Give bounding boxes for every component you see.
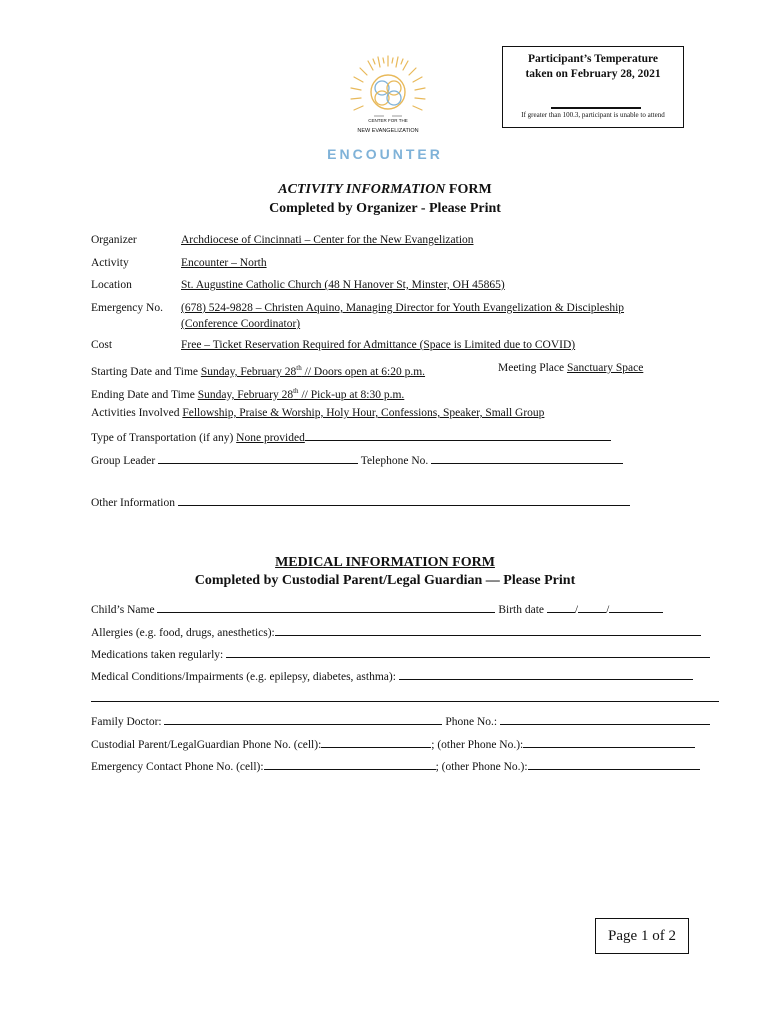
start-date-value-sup: th bbox=[296, 364, 302, 372]
location-value: St. Augustine Catholic Church (48 N Hanover St, Minster, OH 45865) bbox=[181, 279, 505, 291]
activities-row bbox=[91, 406, 544, 420]
temperature-box-title bbox=[503, 52, 683, 82]
cost-label: Cost bbox=[91, 339, 113, 351]
conditions-row-2 bbox=[91, 690, 719, 706]
child-name-row: Child’s Name Birth date / / bbox=[91, 601, 663, 617]
meeting-place-label: Meeting Place bbox=[498, 362, 567, 374]
encounter-logo bbox=[340, 52, 436, 140]
allergies-row bbox=[91, 624, 701, 640]
organizer-value: Archdiocese of Cincinnati – Center for the New Evangelization bbox=[181, 234, 474, 246]
start-date-value-b: // Doors open at 6:20 p.m. bbox=[301, 365, 426, 378]
birth-date-year-field[interactable] bbox=[609, 601, 663, 613]
end-date-value-a: Sunday, February 28 bbox=[197, 388, 294, 401]
child-name-field[interactable] bbox=[157, 601, 495, 613]
logo-small-text-bottom: NEW EVANGELIZATION bbox=[357, 128, 419, 134]
emergency-contact-label: Emergency Contact Phone No. (cell): bbox=[91, 761, 264, 773]
conditions-label: Medical Conditions/Impairments (e.g. epilepsy, diabetes, asthma): bbox=[91, 671, 399, 683]
temperature-box bbox=[502, 46, 684, 128]
medications-row bbox=[91, 646, 710, 662]
page-number-box: Page 1 of 2 bbox=[595, 918, 689, 954]
end-date-value-sup: th bbox=[293, 387, 299, 395]
end-date-value bbox=[198, 389, 405, 401]
other-info-field[interactable] bbox=[178, 494, 630, 506]
doctor-phone-label: Phone No.: bbox=[442, 716, 500, 728]
conditions-field-line2[interactable] bbox=[91, 690, 719, 702]
end-date-label: Ending Date and Time bbox=[91, 388, 198, 401]
activity-form-title bbox=[0, 181, 770, 199]
birth-date-day-field[interactable] bbox=[578, 601, 606, 613]
transportation-value: None provided bbox=[236, 432, 305, 444]
group-leader-label: Group Leader bbox=[91, 455, 159, 467]
emergency-other-phone-field[interactable] bbox=[528, 758, 700, 770]
medical-form-title: MEDICAL INFORMATION FORM bbox=[275, 555, 495, 570]
meeting-place-value: Sanctuary Space bbox=[566, 362, 644, 374]
activities-label: Activities Involved bbox=[91, 407, 183, 419]
emergency-other-phone-label: ; (other Phone No.): bbox=[435, 761, 528, 773]
conditions-row bbox=[91, 668, 693, 684]
temperature-entry-line[interactable] bbox=[551, 107, 641, 109]
guardian-phone-label: Custodial Parent/LegalGuardian Phone No. (cell): bbox=[91, 739, 322, 751]
allergies-label: Allergies (e.g. food, drugs, anesthetics): bbox=[91, 627, 275, 639]
start-date-row bbox=[91, 361, 425, 379]
transportation-label: Type of Transportation (if any) bbox=[91, 432, 237, 444]
telephone-label: Telephone No. bbox=[358, 455, 432, 467]
guardian-phone-field[interactable] bbox=[321, 736, 431, 748]
emergency-value-line1: (678) 524-9828 – Christen Aquino, Managing Director for Youth Evangelization & Discipleship bbox=[181, 302, 625, 314]
transportation-row bbox=[91, 429, 611, 445]
temperature-note: If greater than 100.3, participant is unable to attend bbox=[521, 111, 665, 119]
emergency-contact-row bbox=[91, 758, 700, 774]
activity-value: Encounter – North bbox=[181, 257, 267, 269]
activities-value: Fellowship, Praise & Worship, Holy Hour, Confessions, Speaker, Small Group bbox=[182, 407, 545, 419]
logo-small-text-top: CENTER FOR THE bbox=[368, 118, 408, 123]
activity-label: Activity bbox=[91, 257, 129, 269]
group-leader-row bbox=[91, 452, 623, 468]
other-info-label: Other Information bbox=[91, 497, 178, 509]
organizer-label: Organizer bbox=[91, 234, 137, 246]
start-date-label: Starting Date and Time bbox=[91, 365, 201, 378]
logo-wordmark: ENCOUNTER bbox=[327, 146, 443, 162]
start-date-value bbox=[201, 366, 425, 378]
end-date-row bbox=[91, 384, 404, 402]
end-date-value-b: // Pick-up at 8:30 p.m. bbox=[298, 388, 405, 401]
birth-date-month-field[interactable] bbox=[547, 601, 575, 613]
activity-form-subtitle: Completed by Organizer - Please Print bbox=[269, 201, 501, 216]
guardian-other-phone-field[interactable] bbox=[523, 736, 695, 748]
emergency-value-line2: (Conference Coordinator) bbox=[181, 318, 301, 330]
guardian-phone-row bbox=[91, 736, 695, 752]
emergency-label: Emergency No. bbox=[91, 302, 163, 314]
emergency-contact-field[interactable] bbox=[264, 758, 436, 770]
guardian-other-phone-label: ; (other Phone No.): bbox=[431, 739, 524, 751]
allergies-field[interactable] bbox=[275, 624, 701, 636]
cost-value: Free – Ticket Reservation Required for Admittance (Space is Limited due to COVID) bbox=[181, 339, 576, 351]
conditions-field[interactable] bbox=[399, 668, 693, 680]
location-label: Location bbox=[91, 279, 132, 291]
temperature-title-line2: taken on February 28, 2021 bbox=[525, 68, 661, 80]
doctor-phone-field[interactable] bbox=[500, 713, 710, 725]
group-leader-field[interactable] bbox=[158, 452, 358, 464]
family-doctor-row bbox=[91, 713, 710, 729]
medications-label: Medications taken regularly: bbox=[91, 649, 227, 661]
temperature-title-line1: Participant’s Temperature bbox=[528, 53, 658, 65]
child-name-label: Child’s Name bbox=[91, 604, 158, 616]
activity-form-title-italic: ACTIVITY INFORMATION bbox=[278, 182, 446, 197]
other-info-row bbox=[91, 494, 630, 510]
family-doctor-field[interactable] bbox=[164, 713, 442, 725]
start-date-value-a: Sunday, February 28 bbox=[200, 365, 297, 378]
medications-field[interactable] bbox=[226, 646, 710, 658]
family-doctor-label: Family Doctor: bbox=[91, 716, 165, 728]
meeting-place-row bbox=[498, 361, 643, 375]
birth-date-label: Birth date bbox=[495, 604, 547, 616]
sunburst-icon bbox=[340, 52, 436, 140]
medical-form-subtitle: Completed by Custodial Parent/Legal Guardian — Please Print bbox=[194, 573, 576, 588]
transportation-field[interactable] bbox=[305, 429, 611, 441]
telephone-field[interactable] bbox=[431, 452, 623, 464]
activity-form-title-rest: FORM bbox=[445, 182, 492, 197]
